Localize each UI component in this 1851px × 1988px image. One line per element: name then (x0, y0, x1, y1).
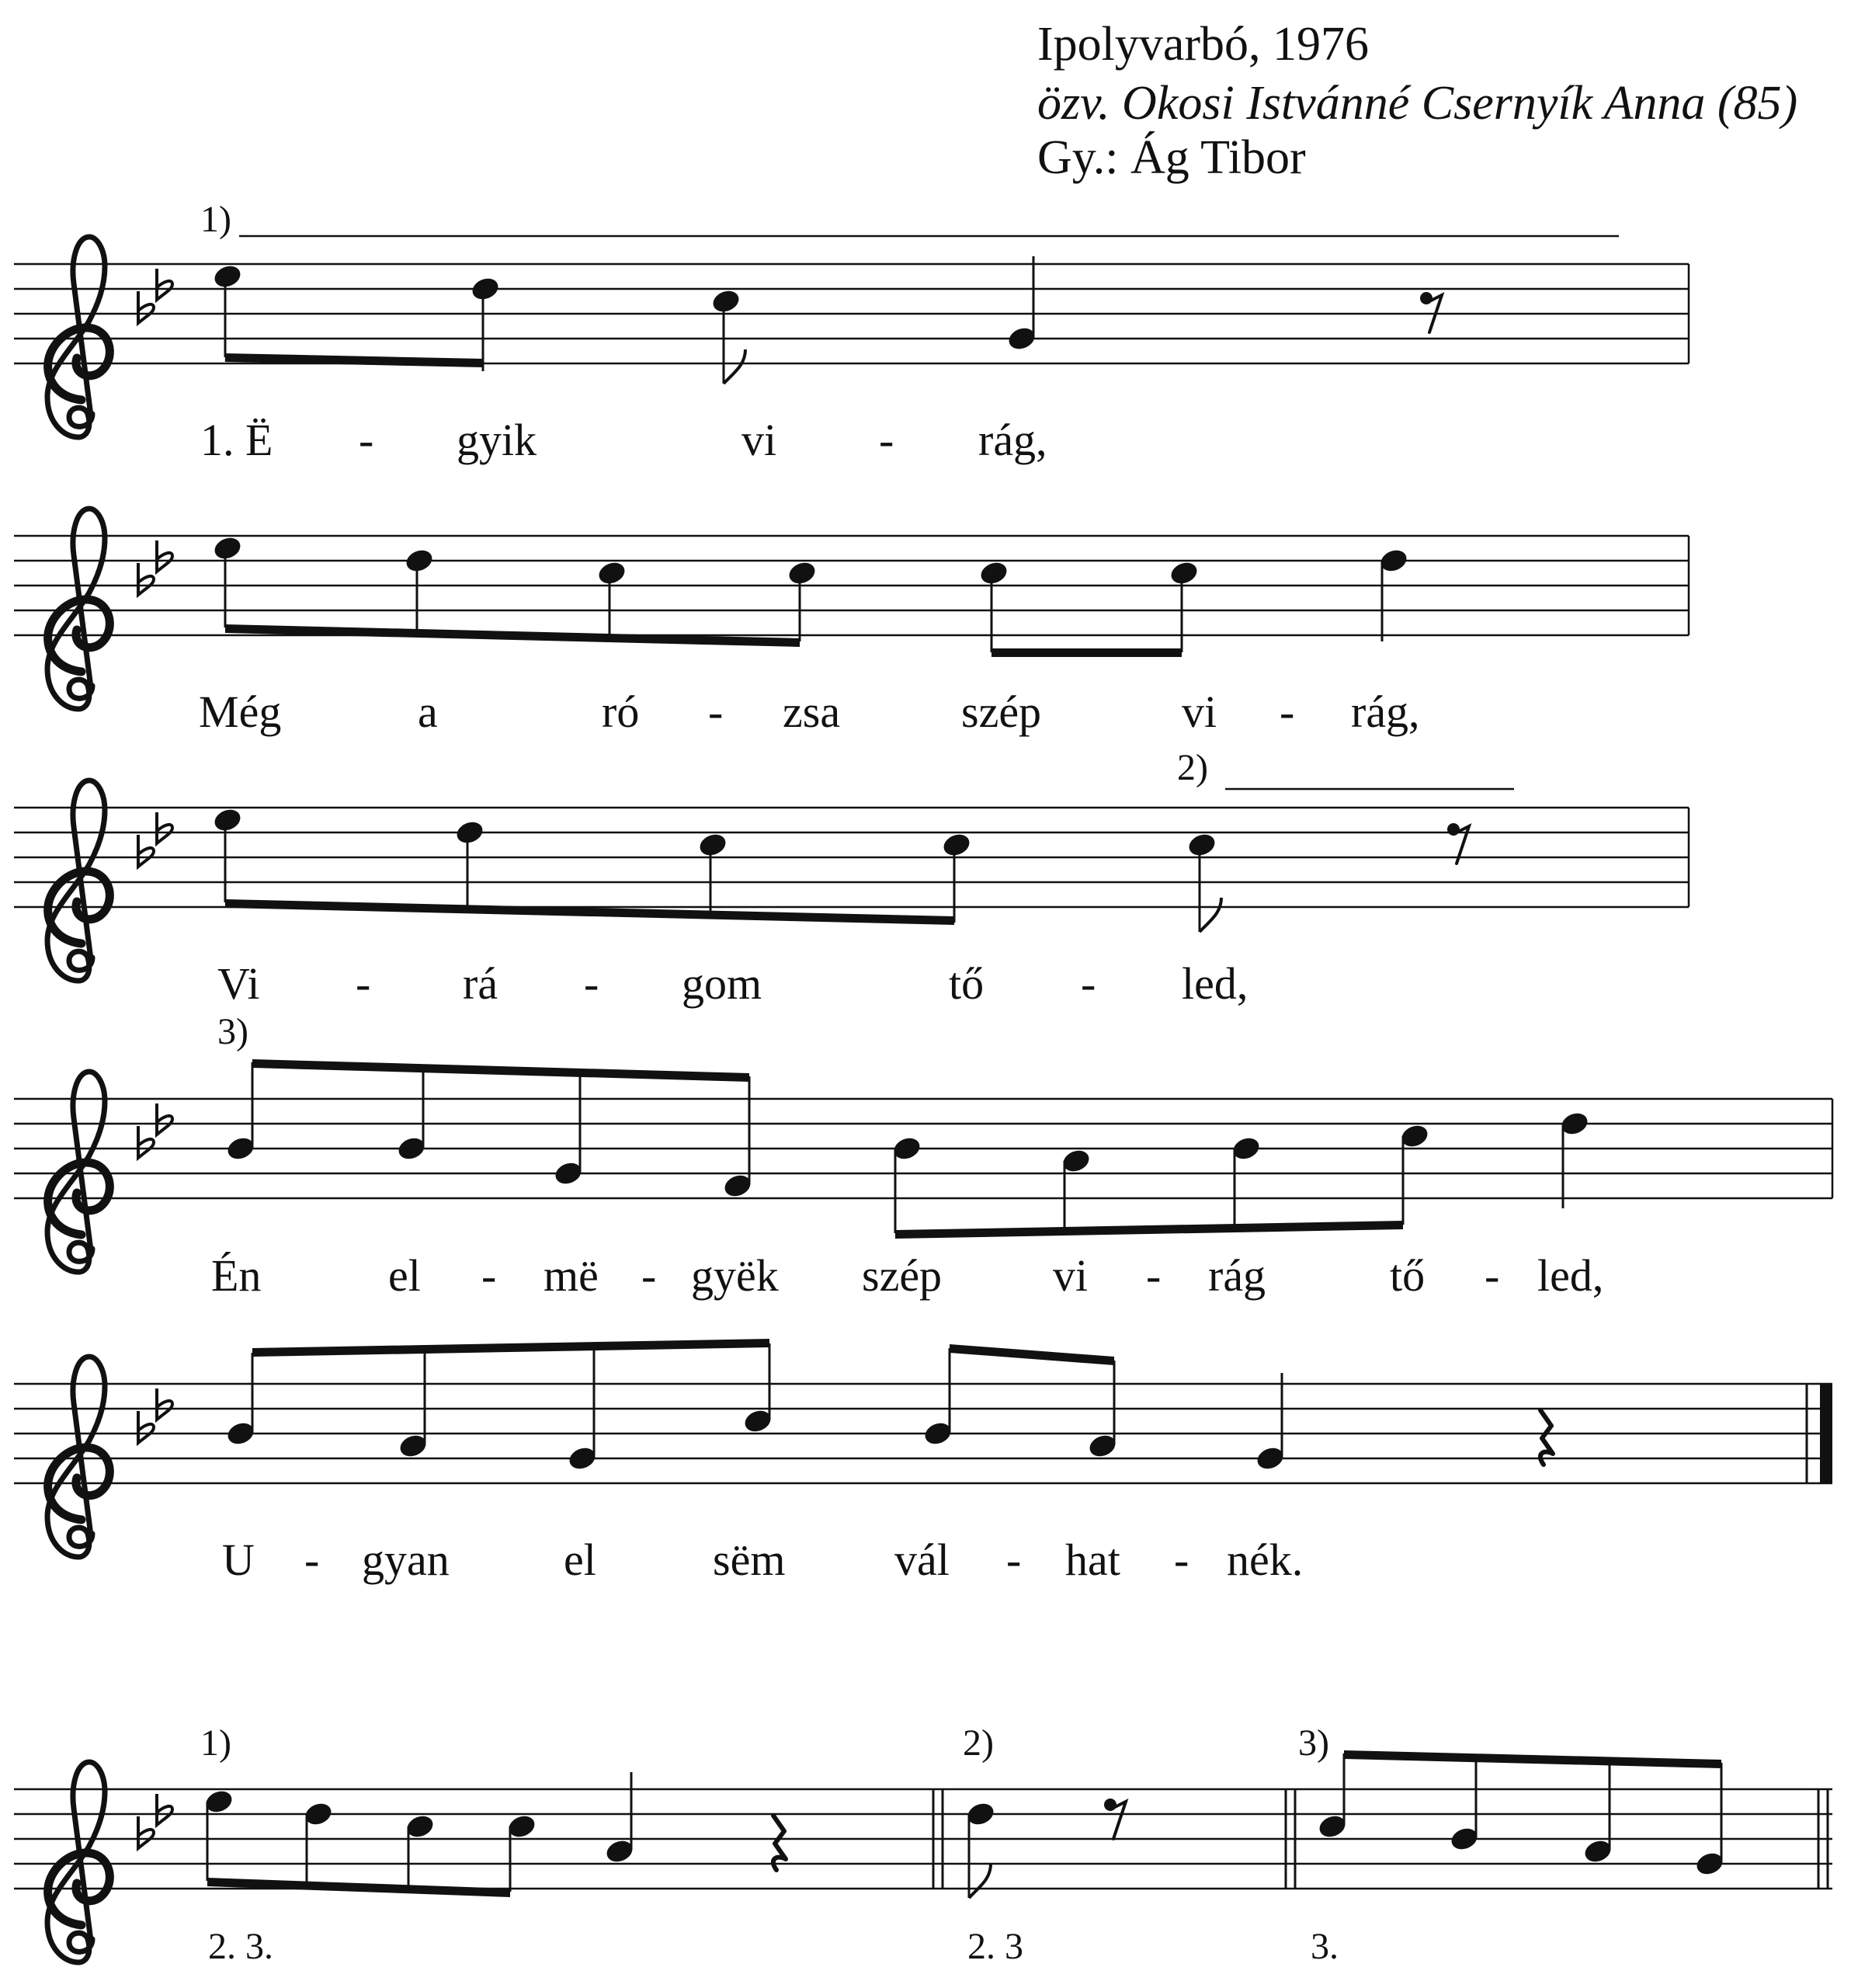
lyric-syllable: Én (211, 1250, 262, 1301)
notes (225, 1339, 1553, 1472)
lyric-syllable: gyan (362, 1534, 450, 1585)
lyric-syllable: vi (1053, 1250, 1089, 1301)
lyric-syllable: ró (602, 686, 640, 737)
lyric-syllable: szép (961, 686, 1042, 737)
treble-clef-icon (47, 237, 109, 437)
lyric-syllable: rág, (978, 415, 1047, 465)
lyric-hyphen: - (641, 1250, 657, 1301)
lyric-syllable: gom (682, 958, 762, 1009)
place-year: Ipolyvarbó, 1976 (1037, 18, 1370, 71)
eighth-rest-icon (1420, 292, 1442, 332)
variant-marker-3: 3) (217, 1011, 248, 1052)
lyric-syllable: tő (1390, 1250, 1426, 1301)
variants-staff (14, 1722, 1832, 1967)
notes (212, 534, 1410, 657)
lyric-syllable: vi (741, 415, 777, 465)
lyric-syllable: më (543, 1250, 599, 1301)
lyric-hyphen: - (1174, 1534, 1189, 1585)
lyric-hyphen: - (359, 415, 374, 465)
lyric-hyphen: - (1081, 958, 1096, 1009)
lyric-hyphen: - (304, 1534, 320, 1585)
lyric-hyphen: - (584, 958, 599, 1009)
lyric-syllable: U (222, 1534, 255, 1585)
variant-verses: 2. 3. (208, 1926, 273, 1967)
lyric-syllable: Még (199, 686, 282, 737)
lyric-hyphen: - (1280, 686, 1295, 737)
lyrics-line-2 (199, 686, 1420, 737)
final-barline-thick (1820, 1384, 1832, 1483)
key-signature-flats (138, 540, 172, 595)
key-signature-flats (138, 1794, 172, 1848)
lyric-hyphen: - (1485, 1250, 1500, 1301)
lyric-syllable: a (418, 686, 438, 737)
notes (212, 806, 1469, 932)
lyric-hyphen: - (708, 686, 724, 737)
lyric-syllable: sëm (713, 1534, 786, 1585)
lyric-hyphen: - (1146, 1250, 1162, 1301)
variant-marker-2: 2) (963, 1722, 994, 1764)
lyric-syllable: gyik (457, 415, 537, 465)
lyrics-line-1 (200, 415, 1047, 465)
collector: Gy.: Ág Tibor (1037, 131, 1306, 184)
lyric-hyphen: - (1006, 1534, 1022, 1585)
lyric-syllable: rá (463, 958, 498, 1009)
lyric-syllable: zsa (783, 686, 841, 737)
quarter-rest-icon (1540, 1410, 1553, 1465)
staff-3 (14, 747, 1689, 1009)
lyric-syllable: tő (949, 958, 985, 1009)
quarter-rest-icon (773, 1816, 786, 1870)
treble-clef-icon (47, 1357, 109, 1557)
staff-lines (14, 536, 1689, 635)
notes (203, 1750, 1726, 1898)
variant-marker-3: 3) (1298, 1722, 1329, 1764)
lyric-syllable: rág (1208, 1250, 1266, 1301)
variant-marker-2: 2) (1177, 747, 1208, 788)
staff-lines (14, 808, 1689, 907)
lyric-hyphen: - (356, 958, 371, 1009)
lyric-syllable: Vi (217, 958, 260, 1009)
staff-lines (14, 1789, 1832, 1889)
staff-lines (14, 1384, 1832, 1483)
staff-4 (14, 1011, 1832, 1301)
staff-1 (14, 199, 1689, 465)
variant-marker-1: 1) (200, 199, 231, 240)
performer-name: özv. Okosi Istvánné Csernyík Anna (85) (1037, 77, 1798, 130)
lyric-syllable: 1. Ë (200, 415, 273, 465)
lyric-syllable: vál (894, 1534, 950, 1585)
variant-verses: 2. 3 (967, 1926, 1023, 1967)
treble-clef-icon (47, 1762, 109, 1962)
key-signature-flats (138, 269, 172, 323)
staff-5 (14, 1339, 1832, 1585)
notes (212, 256, 1442, 384)
lyric-syllable: vi (1182, 686, 1217, 737)
lyrics-line-5 (222, 1534, 1303, 1585)
lyric-syllable: hat (1065, 1534, 1120, 1585)
lyrics-line-3 (217, 958, 1248, 1009)
treble-clef-icon (47, 780, 109, 981)
key-signature-flats (138, 812, 172, 867)
lyric-syllable: led, (1537, 1250, 1604, 1301)
lyric-hyphen: - (879, 415, 894, 465)
variant-verses: 3. (1311, 1926, 1339, 1967)
lyric-syllable: szép (862, 1250, 943, 1301)
lyric-syllable: led, (1182, 958, 1248, 1009)
lyric-syllable: el (564, 1534, 596, 1585)
lyric-syllable: nék. (1227, 1534, 1304, 1585)
eighth-rest-icon (1104, 1799, 1126, 1839)
key-signature-flats (138, 1103, 172, 1158)
treble-clef-icon (47, 509, 109, 709)
treble-clef-icon (47, 1072, 109, 1272)
staff-2 (14, 509, 1689, 737)
staff-lines (14, 1099, 1832, 1198)
lyric-syllable: el (388, 1250, 421, 1301)
lyric-syllable: gyëk (691, 1250, 779, 1301)
staff-lines (14, 264, 1689, 363)
lyric-hyphen: - (481, 1250, 497, 1301)
variant-marker-1: 1) (200, 1722, 231, 1764)
lyrics-line-4 (211, 1250, 1603, 1301)
lyric-syllable: rág, (1351, 686, 1420, 737)
key-signature-flats (138, 1388, 172, 1443)
